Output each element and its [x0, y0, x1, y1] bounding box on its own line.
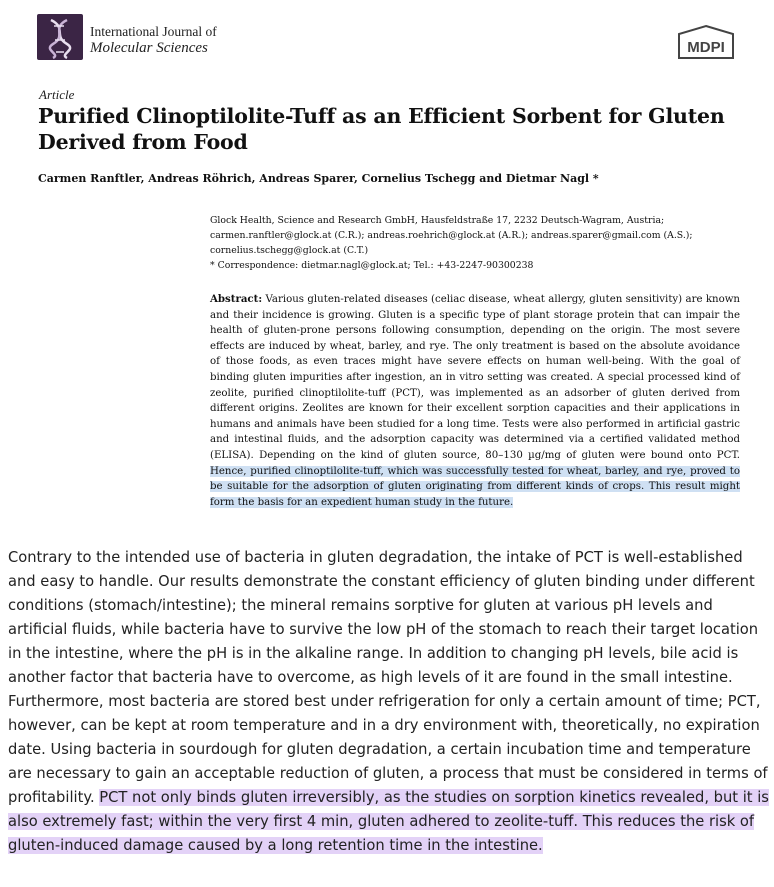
body-paragraph: [8, 546, 770, 858]
affiliation-line: carmen.ranftler@glock.at (C.R.); andreas.roehrich@glock.at (A.R.); andreas.sparer@gmail.com (A.S.);: [210, 230, 693, 241]
abstract-label: Abstract:: [210, 293, 263, 305]
article-title: Purified Clinoptilolite-Tuff as an Efficient Sorbent for Gluten Derived from Food: [38, 104, 725, 154]
body-text: Contrary to the intended use of bacteria in gluten degradation, the intake of PCT is well-established and easy to handle. Our results demonstrate the constant efficiency of gluten binding under different conditions (stomach/intestine); the mineral remains sorptive for gluten at various pH levels and artificial fluids, while bacteria have to survive the low pH of the stomach to reach their target location in the intestine, where the pH is in the alkaline range. In addition to changing pH levels, bile acid is another factor that bacteria have to overcome, as high levels of it are found in the small intestine. Furthermore, most bacteria are stored best under refrigeration for only a certain amount of time; PCT, however, can be kept at room temperature and in a dry environment with, theoretically, no expiration date. Using bacteria in sourdough for gluten degradation, a certain incubation time and temperature are necessary to gain an acceptable reduction of gluten, a process that must be considered in terms of profitability.: [8, 549, 768, 806]
article-type: Article: [39, 87, 75, 102]
journal-line1: International Journal of: [90, 24, 217, 39]
affiliation-line: Glock Health, Science and Research GmbH, Hausfeldstraße 17, 2232 Deutsch-Wagram, Austria;: [210, 215, 665, 226]
affiliations: [210, 213, 750, 273]
correspondence-line: * Correspondence: dietmar.nagl@glock.at; Tel.: +43-2247-90300238: [210, 260, 534, 271]
journal-name: [90, 24, 217, 56]
abstract: [210, 292, 740, 510]
publisher-name: MDPI: [687, 39, 725, 56]
affiliation-line: cornelius.tschegg@glock.at (C.T.): [210, 245, 369, 256]
abstract-highlight[interactable]: Hence, purified clinoptilolite-tuff, which was successfully tested for wheat, barley, and rye, proved to be suitable for the adsorption of gluten originating from different kinds of crops. This result might form the basis for an expedient human study in the future.: [210, 465, 740, 508]
authors: Carmen Ranftler, Andreas Röhrich, Andreas Sparer, Cornelius Tschegg and Dietmar Nagl *: [38, 172, 599, 185]
abstract-text: Various gluten-related diseases (celiac disease, wheat allergy, gluten sensitivity) are known and their incidence is growing. Gluten is a specific type of plant storage protein that can impair the health of gluten-prone persons following consumption, depending on the origin. The most severe effects are induced by wheat, barley, and rye. The only treatment is based on the absolute avoidance of those foods, as even traces might have severe effects on human well-being. With the goal of binding gluten impurities after ingestion, an in vitro setting was created. A special processed kind of zeolite, purified clinoptilolite-tuff (PCT), was implemented as an adsorber of gluten derived from different origins. Zeolites are known for their excellent sorption capacities and their applications in humans and animals have been studied for a long time. Tests were also performed in artificial gastric and intestinal fluids, and the adsorption capacity was determined via a certified validated method (ELISA). Depending on the kind of gluten source, 80–130 µg/mg of gluten were bound onto PCT.: [210, 294, 740, 461]
journal-logo: [37, 14, 83, 60]
journal-line2: Molecular Sciences: [90, 40, 208, 56]
mdpi-logo: [675, 24, 737, 60]
body-highlight[interactable]: PCT not only binds gluten irreversibly, as the studies on sorption kinetics revealed, but it is also extremely fast; within the very first 4 min, gluten adhered to zeolite-tuff. This reduces the risk of gluten-induced damage caused by a long retention time in the intestine.: [8, 789, 769, 854]
